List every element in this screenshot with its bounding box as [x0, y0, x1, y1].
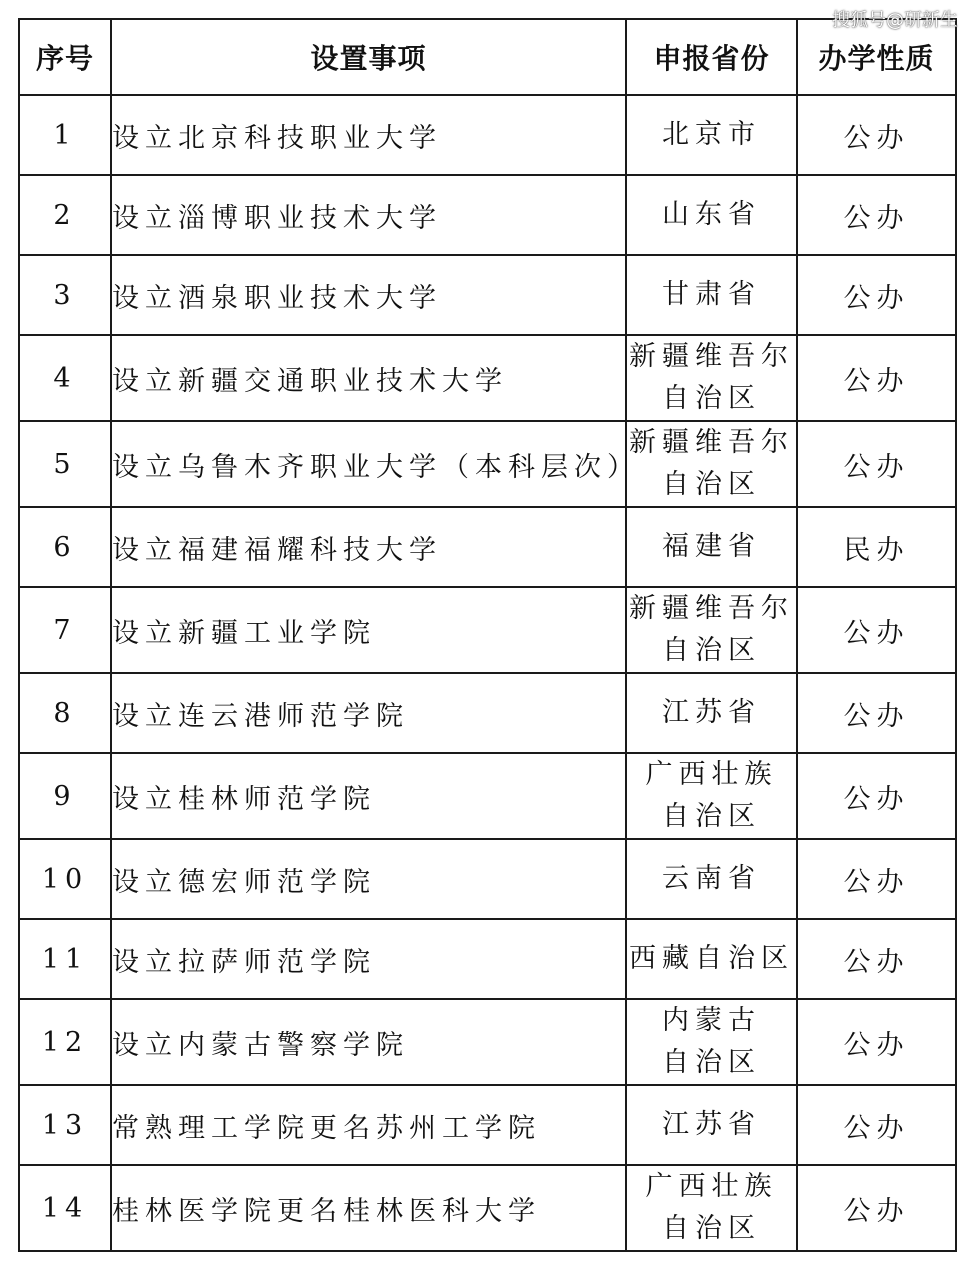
row-province-line: 西藏自治区 — [629, 943, 794, 974]
row-province-line: 新疆维吾尔 — [629, 341, 794, 372]
row-province-line: 内蒙古 — [662, 1005, 761, 1036]
row-setup-item: 桂林医学院更名桂林医科大学 — [111, 1165, 626, 1251]
row-setup-item: 设立德宏师范学院 — [111, 839, 626, 919]
row-province-line: 自治区 — [662, 635, 761, 666]
row-setup-item: 设立北京科技职业大学 — [111, 95, 626, 175]
row-province-line: 自治区 — [662, 469, 761, 500]
table-row — [19, 175, 956, 255]
row-province-line: 新疆维吾尔 — [629, 593, 794, 624]
row-province — [626, 999, 797, 1085]
watermark-text: 搜狐号@研新生 — [832, 10, 958, 31]
row-serial-number: 6 — [19, 507, 111, 587]
row-school-type: 公办 — [797, 1085, 956, 1165]
row-setup-item: 设立乌鲁木齐职业大学（本科层次） — [111, 421, 626, 507]
row-school-type: 公办 — [797, 1165, 956, 1251]
row-province-line: 广西壮族 — [645, 1171, 778, 1202]
row-serial-number: 12 — [19, 999, 111, 1085]
row-setup-item: 设立福建福耀科技大学 — [111, 507, 626, 587]
row-province — [626, 95, 797, 175]
row-province — [626, 587, 797, 673]
row-school-type: 公办 — [797, 839, 956, 919]
row-setup-item: 设立内蒙古警察学院 — [111, 999, 626, 1085]
row-province-line: 山东省 — [662, 199, 761, 230]
table-row — [19, 587, 956, 673]
row-province — [626, 421, 797, 507]
row-school-type: 公办 — [797, 255, 956, 335]
row-serial-number: 1 — [19, 95, 111, 175]
row-province-line: 自治区 — [662, 1047, 761, 1078]
row-serial-number: 11 — [19, 919, 111, 999]
row-setup-item: 设立酒泉职业技术大学 — [111, 255, 626, 335]
row-province-line: 云南省 — [662, 863, 761, 894]
row-school-type: 公办 — [797, 335, 956, 421]
row-setup-item: 设立新疆交通职业技术大学 — [111, 335, 626, 421]
table-row — [19, 919, 956, 999]
row-setup-item: 常熟理工学院更名苏州工学院 — [111, 1085, 626, 1165]
row-serial-number: 10 — [19, 839, 111, 919]
table-row — [19, 507, 956, 587]
table-row — [19, 1085, 956, 1165]
table-row — [19, 999, 956, 1085]
row-province-line: 自治区 — [662, 801, 761, 832]
row-setup-item: 设立连云港师范学院 — [111, 673, 626, 753]
row-province-line: 福建省 — [662, 531, 761, 562]
row-province-line: 自治区 — [662, 383, 761, 414]
row-province-line: 江苏省 — [662, 697, 761, 728]
row-serial-number: 14 — [19, 1165, 111, 1251]
row-serial-number: 3 — [19, 255, 111, 335]
header-setup-item: 设置事项 — [111, 19, 626, 95]
row-province — [626, 1165, 797, 1251]
row-setup-item: 设立拉萨师范学院 — [111, 919, 626, 999]
table-row — [19, 335, 956, 421]
row-serial-number: 8 — [19, 673, 111, 753]
row-province-line: 江苏省 — [662, 1109, 761, 1140]
header-province: 申报省份 — [626, 19, 797, 95]
row-province — [626, 839, 797, 919]
row-province-line: 自治区 — [662, 1213, 761, 1244]
row-province — [626, 1085, 797, 1165]
row-serial-number: 5 — [19, 421, 111, 507]
row-school-type: 公办 — [797, 753, 956, 839]
table-row — [19, 421, 956, 507]
row-province — [626, 507, 797, 587]
row-school-type: 民办 — [797, 507, 956, 587]
row-province — [626, 255, 797, 335]
row-school-type: 公办 — [797, 999, 956, 1085]
row-province-line: 北京市 — [662, 119, 761, 150]
row-school-type: 公办 — [797, 95, 956, 175]
row-province — [626, 753, 797, 839]
header-serial-number: 序号 — [19, 19, 111, 95]
row-school-type: 公办 — [797, 919, 956, 999]
row-setup-item: 设立新疆工业学院 — [111, 587, 626, 673]
table-header-row — [19, 19, 956, 95]
row-province — [626, 919, 797, 999]
row-province-line: 广西壮族 — [645, 759, 778, 790]
row-serial-number: 9 — [19, 753, 111, 839]
row-school-type: 公办 — [797, 673, 956, 753]
row-setup-item: 设立淄博职业技术大学 — [111, 175, 626, 255]
row-school-type: 公办 — [797, 587, 956, 673]
row-province — [626, 335, 797, 421]
table-row — [19, 839, 956, 919]
row-province — [626, 175, 797, 255]
row-school-type: 公办 — [797, 175, 956, 255]
row-setup-item: 设立桂林师范学院 — [111, 753, 626, 839]
table-body — [19, 95, 956, 1251]
row-province-line: 新疆维吾尔 — [629, 427, 794, 458]
row-province — [626, 673, 797, 753]
row-province-line: 甘肃省 — [662, 279, 761, 310]
table-row — [19, 255, 956, 335]
table-row — [19, 753, 956, 839]
table-row — [19, 95, 956, 175]
row-serial-number: 13 — [19, 1085, 111, 1165]
row-serial-number: 4 — [19, 335, 111, 421]
university-approval-table — [18, 18, 957, 1252]
row-school-type: 公办 — [797, 421, 956, 507]
table-row — [19, 673, 956, 753]
header-school-type: 办学性质 — [797, 19, 956, 95]
row-serial-number: 2 — [19, 175, 111, 255]
row-serial-number: 7 — [19, 587, 111, 673]
table-row — [19, 1165, 956, 1251]
